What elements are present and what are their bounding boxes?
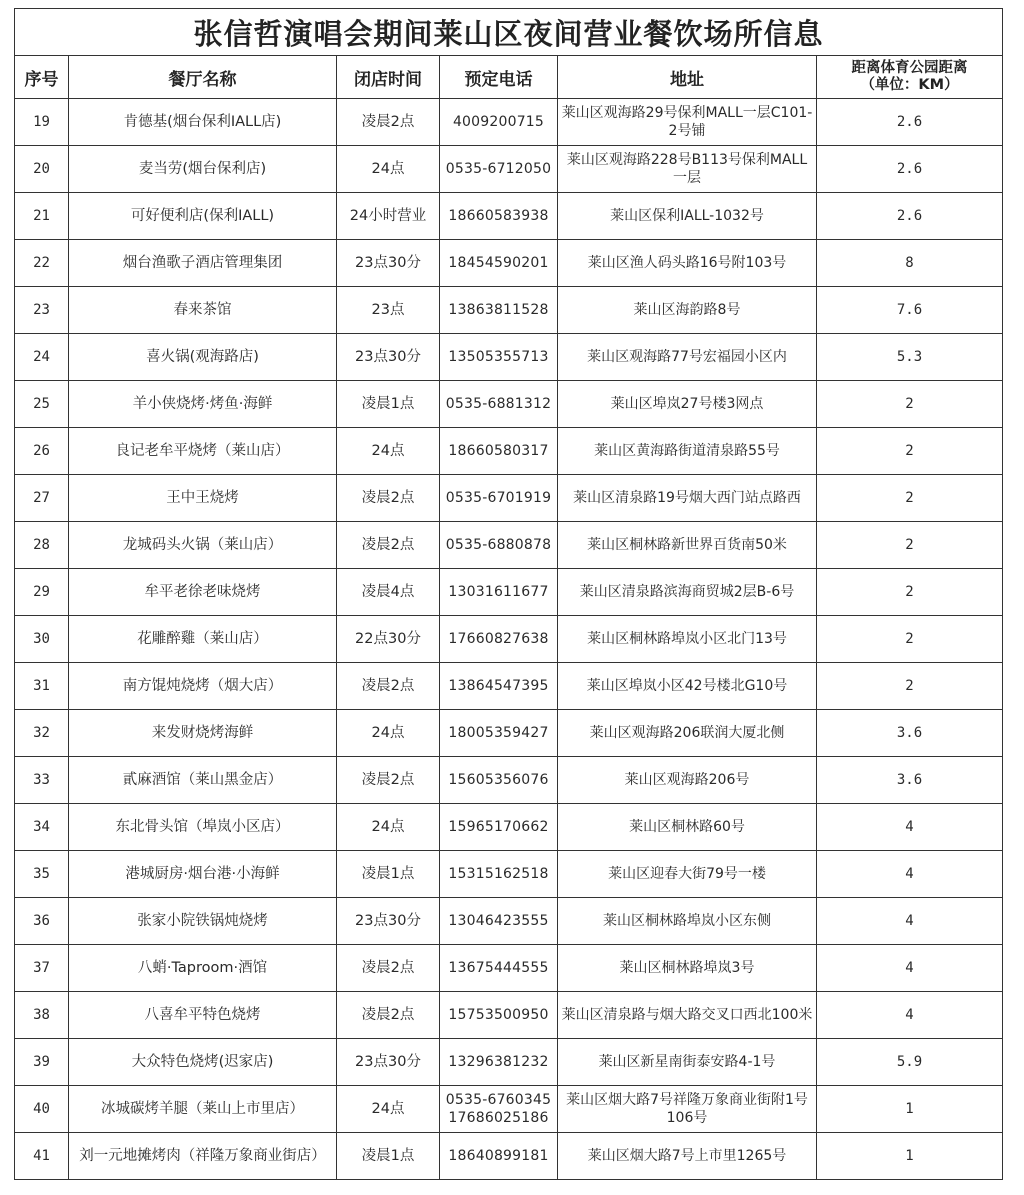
cell-address: 莱山区观海路29号保利MALL一层C101-2号铺 [558, 99, 817, 146]
cell-distance: 1 [817, 1086, 1003, 1133]
cell-restaurant-name: 八蛸·Taproom·酒馆 [69, 945, 337, 992]
cell-close-time: 凌晨2点 [337, 522, 440, 569]
table-row [15, 193, 1003, 240]
cell-restaurant-name: 牟平老徐老味烧烤 [69, 569, 337, 616]
cell-close-time: 23点30分 [337, 898, 440, 945]
cell-close-time: 23点 [337, 287, 440, 334]
cell-restaurant-name: 王中王烧烤 [69, 475, 337, 522]
cell-distance: 2 [817, 381, 1003, 428]
cell-no: 26 [15, 428, 69, 475]
cell-phone: 13863811528 [440, 287, 558, 334]
cell-address: 莱山区渔人码头路16号附103号 [558, 240, 817, 287]
cell-address: 莱山区迎春大街79号一楼 [558, 851, 817, 898]
cell-distance: 2 [817, 428, 1003, 475]
cell-close-time: 24小时营业 [337, 193, 440, 240]
cell-close-time: 23点30分 [337, 240, 440, 287]
cell-address: 莱山区清泉路与烟大路交叉口西北100米 [558, 992, 817, 1039]
col-header-distance-line2: （单位：KM） [860, 77, 959, 93]
cell-no: 22 [15, 240, 69, 287]
cell-no: 38 [15, 992, 69, 1039]
cell-close-time: 凌晨2点 [337, 99, 440, 146]
cell-address: 莱山区清泉路滨海商贸城2层B-6号 [558, 569, 817, 616]
cell-distance: 4 [817, 898, 1003, 945]
cell-distance: 2 [817, 616, 1003, 663]
cell-distance: 4 [817, 992, 1003, 1039]
cell-phone: 15753500950 [440, 992, 558, 1039]
cell-distance: 4 [817, 945, 1003, 992]
restaurant-table [14, 8, 1003, 1180]
cell-restaurant-name: 肯德基(烟台保利IALL店) [69, 99, 337, 146]
cell-restaurant-name: 羊小侠烧烤·烤鱼·海鲜 [69, 381, 337, 428]
table-row [15, 898, 1003, 945]
col-header-name: 餐厅名称 [69, 56, 337, 99]
cell-close-time: 24点 [337, 710, 440, 757]
table-row [15, 146, 1003, 193]
cell-distance: 2 [817, 475, 1003, 522]
cell-close-time: 凌晨2点 [337, 663, 440, 710]
cell-phone: 15605356076 [440, 757, 558, 804]
cell-phone: 0535-6760345 17686025186 [440, 1086, 558, 1133]
cell-no: 33 [15, 757, 69, 804]
cell-phone: 18640899181 [440, 1133, 558, 1180]
table-row [15, 569, 1003, 616]
cell-distance: 8 [817, 240, 1003, 287]
cell-no: 35 [15, 851, 69, 898]
cell-no: 23 [15, 287, 69, 334]
cell-no: 36 [15, 898, 69, 945]
cell-phone: 15965170662 [440, 804, 558, 851]
cell-close-time: 凌晨2点 [337, 757, 440, 804]
cell-phone: 13864547395 [440, 663, 558, 710]
cell-distance: 2 [817, 569, 1003, 616]
cell-distance: 2.6 [817, 99, 1003, 146]
cell-address: 莱山区烟大路7号祥隆万象商业街附1号106号 [558, 1086, 817, 1133]
cell-phone: 0535-6881312 [440, 381, 558, 428]
cell-phone: 0535-6712050 [440, 146, 558, 193]
col-header-distance-line1: 距离体育公园距离 [851, 60, 968, 76]
cell-close-time: 凌晨2点 [337, 992, 440, 1039]
cell-no: 34 [15, 804, 69, 851]
cell-close-time: 23点30分 [337, 334, 440, 381]
cell-address: 莱山区保利IALL-1032号 [558, 193, 817, 240]
cell-restaurant-name: 来发财烧烤海鲜 [69, 710, 337, 757]
cell-phone: 15315162518 [440, 851, 558, 898]
cell-close-time: 凌晨2点 [337, 475, 440, 522]
cell-close-time: 凌晨1点 [337, 851, 440, 898]
table-row [15, 945, 1003, 992]
cell-distance: 1 [817, 1133, 1003, 1180]
cell-restaurant-name: 八喜牟平特色烧烤 [69, 992, 337, 1039]
cell-address: 莱山区新星南街泰安路4-1号 [558, 1039, 817, 1086]
cell-close-time: 23点30分 [337, 1039, 440, 1086]
cell-restaurant-name: 麦当劳(烟台保利店) [69, 146, 337, 193]
cell-no: 40 [15, 1086, 69, 1133]
table-row [15, 992, 1003, 1039]
col-header-distance [817, 56, 1003, 99]
table-row [15, 428, 1003, 475]
cell-distance: 2 [817, 522, 1003, 569]
col-header-close: 闭店时间 [337, 56, 440, 99]
table-row [15, 287, 1003, 334]
table-row [15, 616, 1003, 663]
cell-no: 28 [15, 522, 69, 569]
cell-address: 莱山区海韵路8号 [558, 287, 817, 334]
table-row [15, 381, 1003, 428]
cell-close-time: 凌晨2点 [337, 945, 440, 992]
cell-close-time: 24点 [337, 428, 440, 475]
cell-restaurant-name: 冰城碳烤羊腿（莱山上市里店） [69, 1086, 337, 1133]
cell-distance: 4 [817, 804, 1003, 851]
table-row [15, 240, 1003, 287]
cell-phone: 13296381232 [440, 1039, 558, 1086]
cell-restaurant-name: 可好便利店(保利IALL) [69, 193, 337, 240]
cell-restaurant-name: 张家小院铁锅炖烧烤 [69, 898, 337, 945]
cell-address: 莱山区黄海路街道清泉路55号 [558, 428, 817, 475]
cell-distance: 5.3 [817, 334, 1003, 381]
cell-no: 19 [15, 99, 69, 146]
cell-no: 31 [15, 663, 69, 710]
cell-restaurant-name: 花雕醉雞（莱山店） [69, 616, 337, 663]
table-row [15, 1133, 1003, 1180]
cell-phone: 18660583938 [440, 193, 558, 240]
cell-address: 莱山区桐林路埠岚3号 [558, 945, 817, 992]
cell-close-time: 22点30分 [337, 616, 440, 663]
table-row [15, 757, 1003, 804]
cell-restaurant-name: 貳麻酒馆（莱山黑金店） [69, 757, 337, 804]
table-row [15, 99, 1003, 146]
cell-address: 莱山区观海路228号B113号保利MALL一层 [558, 146, 817, 193]
cell-address: 莱山区清泉路19号烟大西门站点路西 [558, 475, 817, 522]
cell-distance: 2.6 [817, 146, 1003, 193]
cell-close-time: 24点 [337, 146, 440, 193]
cell-distance: 4 [817, 851, 1003, 898]
cell-address: 莱山区埠岚小区42号楼北G10号 [558, 663, 817, 710]
cell-close-time: 凌晨4点 [337, 569, 440, 616]
header-row [15, 56, 1003, 99]
table-row [15, 710, 1003, 757]
cell-no: 37 [15, 945, 69, 992]
cell-restaurant-name: 良记老牟平烧烤（莱山店） [69, 428, 337, 475]
cell-phone: 0535-6701919 [440, 475, 558, 522]
cell-address: 莱山区桐林路60号 [558, 804, 817, 851]
cell-phone: 17660827638 [440, 616, 558, 663]
cell-close-time: 24点 [337, 1086, 440, 1133]
table-row [15, 804, 1003, 851]
cell-phone: 13505355713 [440, 334, 558, 381]
cell-restaurant-name: 喜火锅(观海路店) [69, 334, 337, 381]
cell-address: 莱山区观海路206号 [558, 757, 817, 804]
cell-phone: 18660580317 [440, 428, 558, 475]
cell-restaurant-name: 东北骨头馆（埠岚小区店） [69, 804, 337, 851]
cell-restaurant-name: 南方馄炖烧烤（烟大店） [69, 663, 337, 710]
cell-phone: 0535-6880878 [440, 522, 558, 569]
page-title: 张信哲演唱会期间莱山区夜间营业餐饮场所信息 [15, 9, 1003, 56]
cell-phone: 18005359427 [440, 710, 558, 757]
cell-address: 莱山区桐林路埠岚小区东侧 [558, 898, 817, 945]
cell-distance: 3.6 [817, 757, 1003, 804]
cell-address: 莱山区桐林路埠岚小区北门13号 [558, 616, 817, 663]
table-row [15, 334, 1003, 381]
table-row [15, 1039, 1003, 1086]
info-sheet [14, 8, 1002, 1180]
cell-address: 莱山区观海路206联润大厦北侧 [558, 710, 817, 757]
cell-no: 32 [15, 710, 69, 757]
cell-phone: 13031611677 [440, 569, 558, 616]
cell-address: 莱山区观海路77号宏福园小区内 [558, 334, 817, 381]
cell-no: 27 [15, 475, 69, 522]
table-row [15, 522, 1003, 569]
cell-distance: 7.6 [817, 287, 1003, 334]
cell-close-time: 24点 [337, 804, 440, 851]
cell-phone: 18454590201 [440, 240, 558, 287]
cell-no: 20 [15, 146, 69, 193]
col-header-phone: 预定电话 [440, 56, 558, 99]
col-header-no: 序号 [15, 56, 69, 99]
cell-address: 莱山区桐林路新世界百货南50米 [558, 522, 817, 569]
cell-distance: 3.6 [817, 710, 1003, 757]
cell-no: 30 [15, 616, 69, 663]
cell-phone: 13675444555 [440, 945, 558, 992]
cell-no: 41 [15, 1133, 69, 1180]
cell-no: 29 [15, 569, 69, 616]
cell-restaurant-name: 刘一元地摊烤肉（祥隆万象商业街店） [69, 1133, 337, 1180]
table-row [15, 475, 1003, 522]
cell-phone: 4009200715 [440, 99, 558, 146]
cell-restaurant-name: 烟台渔歌子酒店管理集团 [69, 240, 337, 287]
cell-phone: 13046423555 [440, 898, 558, 945]
cell-no: 25 [15, 381, 69, 428]
table-row [15, 663, 1003, 710]
cell-restaurant-name: 港城厨房·烟台港·小海鲜 [69, 851, 337, 898]
table-body [15, 99, 1003, 1180]
cell-address: 莱山区埠岚27号楼3网点 [558, 381, 817, 428]
table-row [15, 851, 1003, 898]
cell-distance: 5.9 [817, 1039, 1003, 1086]
cell-restaurant-name: 龙城码头火锅（莱山店） [69, 522, 337, 569]
cell-no: 39 [15, 1039, 69, 1086]
cell-close-time: 凌晨1点 [337, 1133, 440, 1180]
cell-distance: 2 [817, 663, 1003, 710]
cell-restaurant-name: 大众特色烧烤(迟家店) [69, 1039, 337, 1086]
cell-address: 莱山区烟大路7号上市里1265号 [558, 1133, 817, 1180]
cell-distance: 2.6 [817, 193, 1003, 240]
cell-restaurant-name: 春来茶馆 [69, 287, 337, 334]
cell-no: 24 [15, 334, 69, 381]
cell-close-time: 凌晨1点 [337, 381, 440, 428]
col-header-address: 地址 [558, 56, 817, 99]
table-row [15, 1086, 1003, 1133]
cell-no: 21 [15, 193, 69, 240]
